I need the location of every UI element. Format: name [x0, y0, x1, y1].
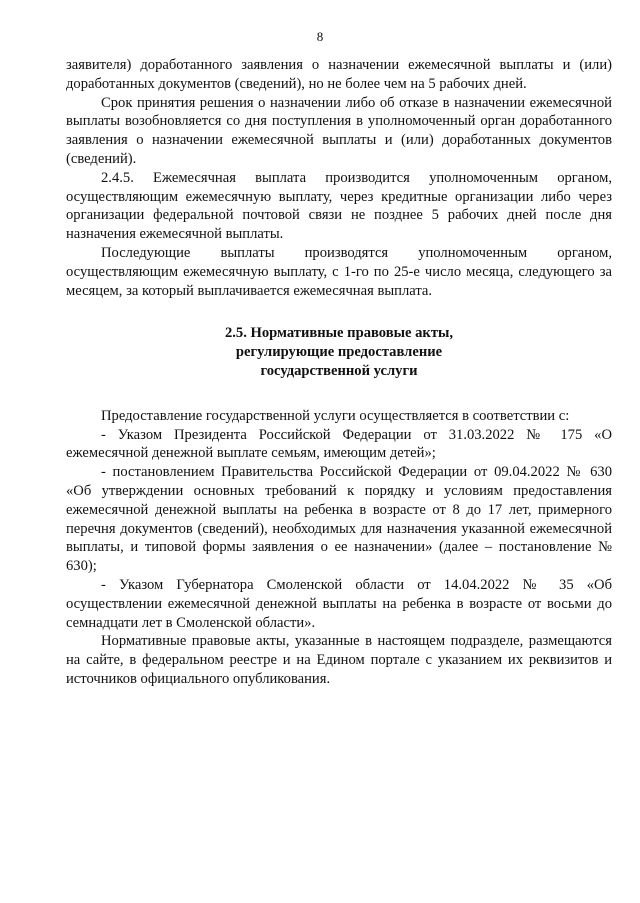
paragraph-decision-deadline: Срок принятия решения о назначении либо об отказе в назначении ежемесячной выплаты возобновляется со дня поступления в уполномоченный орган доработанного заявления о назначении ежемесячной выплаты и (или) доработанных документов (сведений). — [66, 94, 612, 167]
page-number: 8 — [316, 29, 324, 44]
paragraph-publication: Нормативные правовые акты, указанные в настоящем подразделе, размещаются на сайте, в федеральном реестре и на Едином портале с указанием их реквизитов и источников официального опубликования. — [66, 633, 612, 687]
paragraph-2-4-5: 2.4.5. Ежемесячная выплата производится уполномоченным органом, осуществляющим ежемесячную выплату, через кредитные организации либо через организации федеральной почтовой связи не позднее 5 рабочих дней после дня назначения ежемесячной выплаты. — [66, 169, 612, 243]
list-item-government-resolution: - постановлением Правительства Российской Федерации от 09.04.2022 № 630 «Об утверждении основных требований к порядку и условиям предоставления ежемесячной денежной выплаты на ребенка в возрасте от 8 до 17 лет, примерного перечня документов (сведений), необходимых для назначения указанной ежемесячной выплаты, и типовой формы заявления о ее назначении» (далее – постановление № 630); — [66, 464, 612, 575]
heading-line-1: 2.5. Нормативные правовые акты, — [224, 325, 454, 342]
section-heading-2-5 — [66, 324, 612, 380]
list-item-presidential-decree: - Указом Президента Российской Федерации от 31.03.2022 № 175 «О ежемесячной денежной выплате семьям, имеющим детей»; — [66, 426, 612, 462]
paragraph-subsequent-payments: Последующие выплаты производятся уполномоченным органом, осуществляющим ежемесячную выплату, с 1-го по 25-е число месяца, следующего за месяцем, за который выплачивается ежемесячная выплата. — [66, 244, 612, 299]
heading-line-3: государственной услуги — [260, 362, 418, 379]
list-item-governor-decree: - Указом Губернатора Смоленской области от 14.04.2022 № 35 «Об осуществлении ежемесячной денежной выплаты на ребенка в возрасте от восьми до семнадцати лет в Смоленской области». — [66, 576, 612, 631]
paragraph-legal-basis-intro: Предоставление государственной услуги осуществляется в соответствии с: — [101, 407, 570, 424]
document-body — [66, 56, 612, 689]
paragraph-continuation: заявителя) доработанного заявления о назначении ежемесячной выплаты и (или) доработанных документов (сведений), но не более чем на 5 рабочих дней. — [66, 57, 612, 92]
heading-line-2: регулирующие предоставление — [235, 344, 443, 361]
